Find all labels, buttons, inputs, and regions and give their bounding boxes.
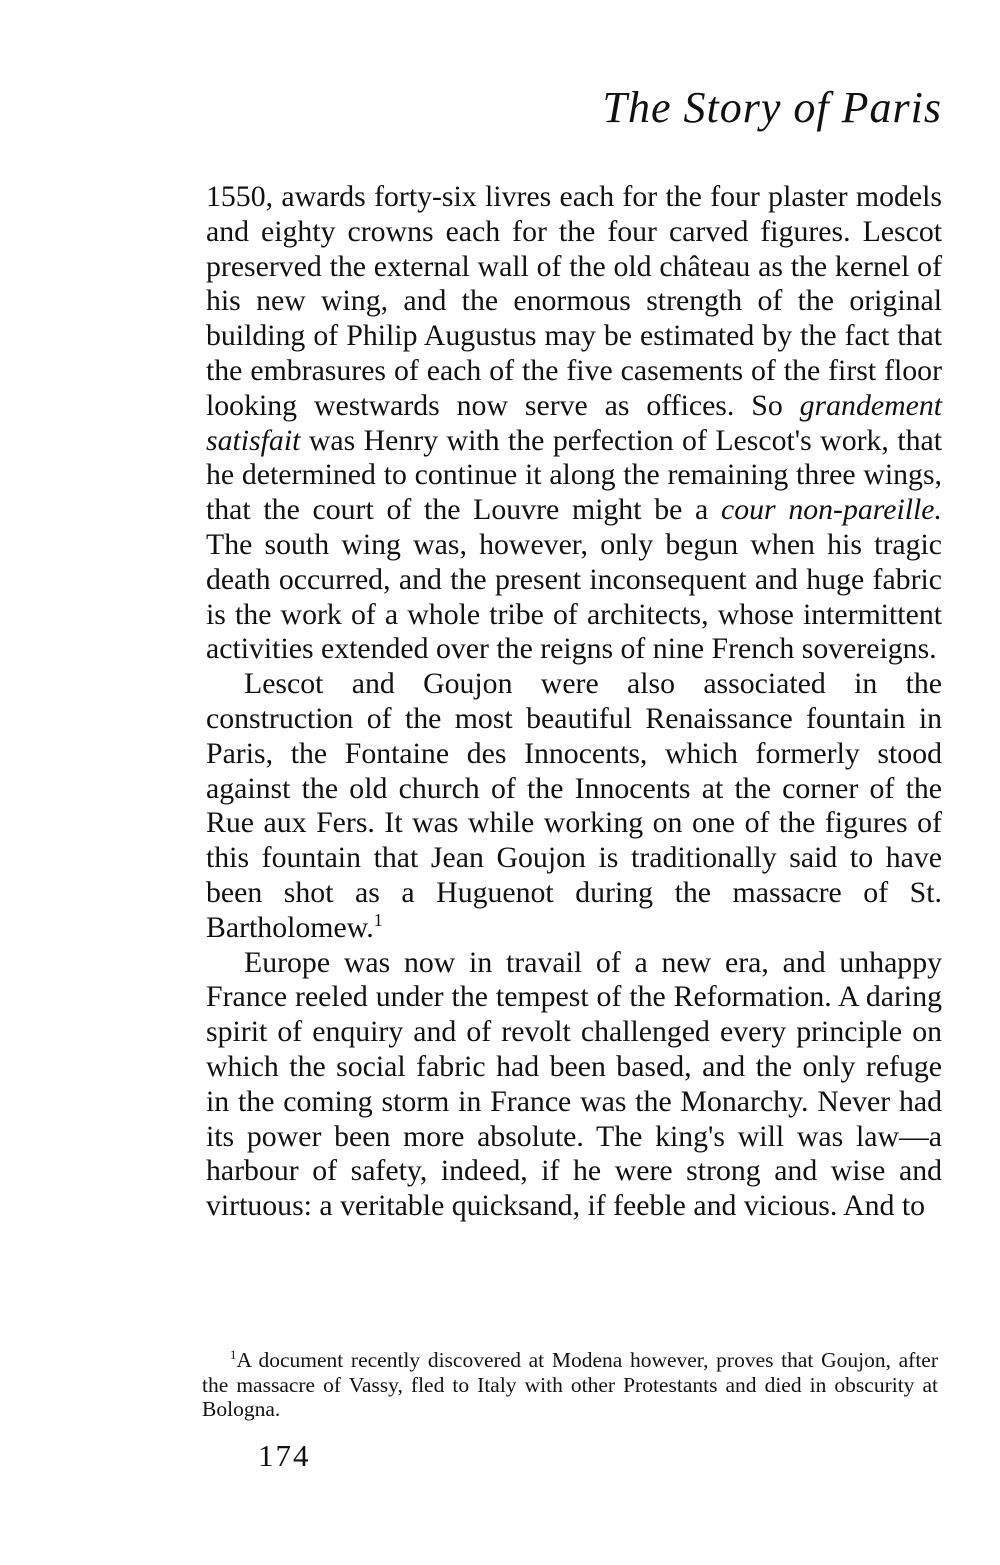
main-text bbox=[206, 180, 942, 1224]
paragraph-2-text: Lescot and Goujon were also associated in the construction of the most beautiful Renaissance fountain in Paris, the Fontaine des Innocents, which formerly stood against the old church of the Innocents at the corner of the Rue aux Fers. It was while working on one of the figures of this fountain that Jean Goujon is traditionally said to have been shot as a Huguenot during the massacre of St. Bartholomew. bbox=[206, 667, 942, 944]
paragraph-1-text-b: was Henry with the perfection of Lescot's work, that he determined to continue it along the remaining three wings, that the court of the Louvre might be a bbox=[206, 423, 942, 527]
footnote-mark: 1 bbox=[230, 1347, 237, 1362]
paragraph-1 bbox=[206, 180, 942, 667]
paragraph-1-text-c: The south wing was, however, only begun when his tragic death occurred, and the present inconsequent and huge fabric is the work of a whole tribe of architects, whose intermittent activities extended over the reigns of nine French sovereigns. bbox=[206, 527, 942, 666]
footnote-text: A document recently discovered at Modena however, proves that Goujon, after the massacre of Vassy, fled to Italy with other Protestants and died in obscurity at Bologna. bbox=[202, 1348, 938, 1421]
paragraph-2 bbox=[206, 667, 942, 945]
footnote-text-block bbox=[202, 1348, 938, 1422]
paragraph-3-text: Europe was now in travail of a new era, and unhappy France reeled under the tempest of the Reformation. A daring spirit of enquiry and of revolt challenged every principle on which the social fabric had been based, and the only refuge in the coming storm in France was the Monarchy. Never had its power been more absolute. The king's will was law—a harbour of safety, indeed, if he were strong and wise and virtuous: a veritable quicksand, if feeble and vicious. And to bbox=[206, 945, 942, 1223]
page-number: 174 bbox=[258, 1438, 311, 1473]
paragraph-1-italic-phrase-a: grandement satisfait bbox=[206, 388, 942, 457]
paragraph-1-text-a: 1550, awards forty-six livres each for the four plaster models and eighty crowns each for the four carved figures. Lescot preserved the external wall of the old château as the kernel of his new wing, and the enormous strength of the original building of Philip Augustus may be estimated by the fact that the embrasures of each of the five casements of the first floor looking westwards now serve as offices. So bbox=[206, 180, 942, 422]
paragraph-3 bbox=[206, 946, 942, 1224]
footnote-reference-mark: 1 bbox=[373, 909, 383, 930]
paragraph-1-italic-phrase-b: cour non-pareille. bbox=[721, 493, 942, 527]
running-head-title: The Story of Paris bbox=[602, 83, 942, 132]
footnote bbox=[202, 1348, 938, 1422]
